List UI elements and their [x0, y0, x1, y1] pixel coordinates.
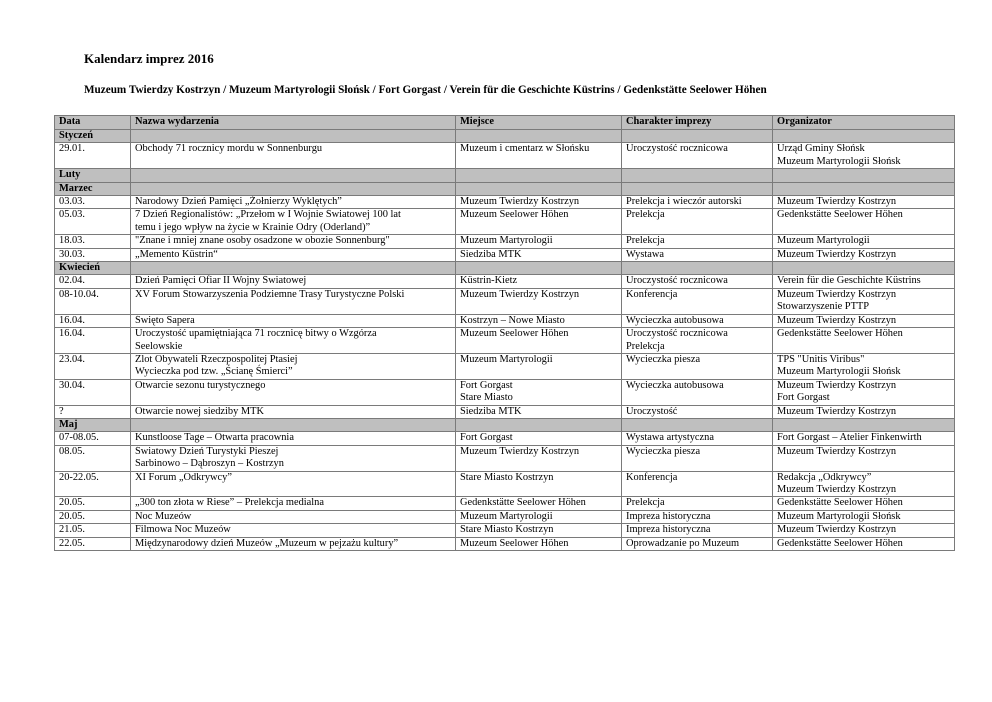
cell-event-type [622, 445, 773, 471]
cell-date: 03.03. [55, 196, 131, 209]
cell-place-line: Stare Miasto [460, 392, 513, 404]
cell-event-type-line: Wycieczka piesza [626, 353, 701, 365]
cell-organizer-line: Urząd Gminy Słońsk [777, 143, 865, 155]
cell-organizer [773, 497, 955, 510]
cell-event-type [622, 524, 773, 537]
table-row [55, 353, 955, 379]
cell-place-line: Muzeum Martyrologii [460, 510, 553, 522]
cell-organizer [773, 314, 955, 327]
cell-place [456, 510, 622, 523]
table-row [55, 143, 955, 169]
cell-event-name-line: Filmowa Noc Muzeów [135, 524, 231, 536]
cell-place [456, 405, 622, 418]
table-row [55, 196, 955, 209]
month-row-empty-cell [622, 182, 773, 195]
cell-date: 08.05. [55, 445, 131, 471]
cell-event-name-line: Święto Sapera [135, 314, 195, 326]
cell-organizer-line: Redakcja „Odkrywcy” [777, 471, 872, 483]
cell-date: 07-08.05. [55, 432, 131, 445]
cell-event-name [131, 471, 456, 497]
month-row-empty-cell [773, 169, 955, 182]
month-row-empty-cell [773, 182, 955, 195]
cell-organizer-line: Muzeum Martyrologii Słońsk [777, 155, 901, 167]
cell-event-name [131, 524, 456, 537]
cell-event-name-line: XI Forum „Odkrywcy” [135, 471, 232, 483]
cell-event-name-line: Międzynarodowy dzień Muzeów „Muzeum w pejzażu kultury” [135, 537, 399, 549]
cell-event-type [622, 328, 773, 354]
cell-organizer-line: Gedenkstätte Seelower Höhen [777, 497, 903, 509]
table-row [55, 510, 955, 523]
cell-place-line: Küstrin-Kietz [460, 275, 518, 287]
header-event-type: Charakter imprezy [622, 116, 773, 130]
cell-event-name [131, 288, 456, 314]
table-row [55, 275, 955, 288]
cell-place-line: Stare Miasto Kostrzyn [460, 471, 554, 483]
cell-place-line: Muzeum Seelower Höhen [460, 537, 569, 549]
cell-event-type [622, 379, 773, 405]
table-row [55, 537, 955, 550]
cell-date: 30.03. [55, 248, 131, 261]
month-row-empty-cell [456, 169, 622, 182]
cell-place [456, 497, 622, 510]
cell-place-line: Muzeum i cmentarz w Słońsku [460, 143, 590, 155]
cell-organizer-line: Muzeum Twierdzy Kostrzyn [777, 483, 897, 495]
month-row-empty-cell [131, 169, 456, 182]
cell-organizer-line: Stowarzyszenie PTTP [777, 301, 870, 313]
cell-organizer-line: Muzeum Twierdzy Kostrzyn [777, 524, 897, 536]
cell-place [456, 445, 622, 471]
cell-event-name-line: Otwarcie sezonu turystycznego [135, 379, 266, 391]
cell-place-line: Kostrzyn – Nowe Miasto [460, 314, 565, 326]
month-row-empty-cell [131, 182, 456, 195]
cell-organizer [773, 405, 955, 418]
cell-organizer [773, 209, 955, 235]
cell-event-name [131, 405, 456, 418]
cell-date: 08-10.04. [55, 288, 131, 314]
cell-organizer-line: Muzeum Twierdzy Kostrzyn [777, 405, 897, 417]
cell-place [456, 275, 622, 288]
cell-event-type-line: Oprowadzanie po Muzeum [626, 537, 740, 549]
cell-place-line: Fort Gorgast [460, 432, 513, 444]
cell-organizer [773, 379, 955, 405]
month-row [55, 130, 955, 143]
cell-place [456, 471, 622, 497]
cell-date: 16.04. [55, 328, 131, 354]
cell-event-name-line: Uroczystość upamiętniająca 71 rocznicę bitwy o Wzgórza [135, 328, 377, 340]
cell-event-type [622, 510, 773, 523]
cell-event-type-line: Uroczystość [626, 405, 678, 417]
cell-organizer-line: Muzeum Martyrologii Słońsk [777, 510, 901, 522]
header-event-name: Nazwa wydarzenia [131, 116, 456, 130]
cell-place [456, 235, 622, 248]
cell-date: 20.05. [55, 497, 131, 510]
cell-organizer-line: Muzeum Twierdzy Kostrzyn [777, 445, 897, 457]
cell-organizer-line: Muzeum Martyrologii [777, 235, 870, 247]
month-row-empty-cell [773, 262, 955, 275]
cell-place-line: Muzeum Martyrologii [460, 235, 553, 247]
table-header-row [55, 116, 955, 130]
table-row [55, 379, 955, 405]
cell-date: 22.05. [55, 537, 131, 550]
cell-date: 05.03. [55, 209, 131, 235]
month-label: Luty [55, 169, 131, 182]
cell-organizer [773, 235, 955, 248]
cell-event-type [622, 275, 773, 288]
cell-organizer [773, 143, 955, 169]
month-label: Marzec [55, 182, 131, 195]
cell-event-name [131, 196, 456, 209]
cell-event-type-line: Wystawa [626, 248, 665, 260]
cell-event-type-line: Wystawa artystyczna [626, 432, 714, 444]
cell-event-name-line: Obchody 71 rocznicy mordu w Sonnenburgu [135, 143, 323, 155]
cell-place [456, 196, 622, 209]
cell-date: 29.01. [55, 143, 131, 169]
month-label: Kwiecień [55, 262, 131, 275]
cell-place [456, 143, 622, 169]
cell-event-name [131, 379, 456, 405]
cell-date: 21.05. [55, 524, 131, 537]
cell-organizer-line: Gedenkstätte Seelower Höhen [777, 328, 903, 340]
cell-event-type [622, 353, 773, 379]
table-row [55, 288, 955, 314]
cell-organizer [773, 524, 955, 537]
cell-organizer-line: Gedenkstätte Seelower Höhen [777, 537, 903, 549]
table-row [55, 209, 955, 235]
month-row [55, 262, 955, 275]
cell-date: 16.04. [55, 314, 131, 327]
cell-organizer [773, 196, 955, 209]
cell-place-line: Muzeum Seelower Höhen [460, 328, 569, 340]
cell-event-type-line: Konferencja [626, 471, 678, 483]
cell-organizer-line: Gedenkstätte Seelower Höhen [777, 209, 903, 221]
cell-organizer [773, 288, 955, 314]
table-row [55, 235, 955, 248]
month-row-empty-cell [622, 418, 773, 431]
month-row-empty-cell [131, 262, 456, 275]
cell-organizer [773, 248, 955, 261]
month-row-empty-cell [456, 262, 622, 275]
cell-date: 20-22.05. [55, 471, 131, 497]
cell-event-type-line: Prelekcja [626, 235, 665, 247]
month-row-empty-cell [622, 130, 773, 143]
cell-organizer [773, 471, 955, 497]
table-row [55, 314, 955, 327]
cell-event-name-line: Zlot Obywateli Rzeczpospolitej Ptasiej [135, 353, 298, 365]
cell-date: 23.04. [55, 353, 131, 379]
month-row-empty-cell [622, 169, 773, 182]
cell-place-line: Muzeum Twierdzy Kostrzyn [460, 196, 580, 208]
cell-event-name-line: 7 Dzień Regionalistów: „Przełom w I Wojnie Światowej 100 lat [135, 209, 401, 221]
month-row [55, 169, 955, 182]
cell-event-type-line: Uroczystość rocznicowa [626, 143, 728, 155]
cell-event-type [622, 471, 773, 497]
cell-event-type-line: Wycieczka piesza [626, 445, 701, 457]
header-date: Data [55, 116, 131, 130]
cell-organizer [773, 353, 955, 379]
cell-event-type [622, 248, 773, 261]
cell-event-type-line: Impreza historyczna [626, 510, 711, 522]
cell-organizer [773, 445, 955, 471]
cell-event-type [622, 314, 773, 327]
table-row [55, 471, 955, 497]
cell-event-type [622, 196, 773, 209]
cell-event-type-line: Impreza historyczna [626, 524, 711, 536]
cell-place-line: Muzeum Twierdzy Kostrzyn [460, 445, 580, 457]
cell-event-type [622, 432, 773, 445]
table-row [55, 445, 955, 471]
cell-event-name [131, 537, 456, 550]
cell-event-name [131, 314, 456, 327]
cell-event-type [622, 235, 773, 248]
cell-event-name [131, 510, 456, 523]
cell-event-type-line: Prelekcja [626, 497, 665, 509]
cell-event-name-line: Narodowy Dzień Pamięci „Żołnierzy Wyklętych” [135, 196, 342, 208]
cell-place-line: Muzeum Martyrologii [460, 353, 553, 365]
cell-place [456, 209, 622, 235]
cell-event-type-line: Prelekcja i wieczór autorski [626, 196, 742, 208]
cell-organizer-line: Verein für die Geschichte Küstrins [777, 275, 921, 287]
month-row-empty-cell [456, 418, 622, 431]
events-table [54, 115, 955, 551]
month-label: Maj [55, 418, 131, 431]
document-subtitle: Muzeum Twierdzy Kostrzyn / Muzeum Martyrologii Słońsk / Fort Gorgast / Verein für die Geschichte Küstrins / Gedenkstätte Seelower Höhen [84, 84, 767, 96]
cell-place-line: Muzeum Twierdzy Kostrzyn [460, 288, 580, 300]
cell-event-name-line: XV Forum Stowarzyszenia Podziemne Trasy Turystyczne Polski [135, 288, 405, 300]
month-row [55, 418, 955, 431]
cell-place [456, 379, 622, 405]
cell-place-line: Stare Miasto Kostrzyn [460, 524, 554, 536]
cell-organizer-line: Muzeum Twierdzy Kostrzyn [777, 196, 897, 208]
header-organizer: Organizator [773, 116, 955, 130]
cell-date: 30.04. [55, 379, 131, 405]
month-row-empty-cell [456, 130, 622, 143]
table-row [55, 328, 955, 354]
cell-organizer-line: Muzeum Twierdzy Kostrzyn [777, 248, 897, 260]
cell-event-name-line: „300 ton złota w Riese” – Prelekcja medialna [135, 497, 324, 509]
cell-place-line: Siedziba MTK [460, 405, 522, 417]
month-row-empty-cell [456, 182, 622, 195]
cell-date: 20.05. [55, 510, 131, 523]
cell-place-line: Muzeum Seelower Höhen [460, 209, 569, 221]
cell-place-line: Fort Gorgast [460, 379, 513, 391]
cell-event-name [131, 353, 456, 379]
cell-event-type-line: Wycieczka autobusowa [626, 314, 724, 326]
table-row [55, 497, 955, 510]
cell-event-name-line: Kunstloose Tage – Otwarta pracownia [135, 432, 294, 444]
cell-event-name-line: Noc Muzeów [135, 510, 192, 522]
cell-event-type [622, 405, 773, 418]
cell-event-name-line: Dzień Pamięci Ofiar II Wojny Światowej [135, 275, 307, 287]
cell-organizer-line: Fort Gorgast [777, 392, 830, 404]
cell-event-name-line: temu i jego wpływ na życie w Krainie Odry (Oderland)” [135, 221, 371, 233]
cell-event-name [131, 143, 456, 169]
cell-event-name-line: "Znane i mniej znane osoby osadzone w obozie Sonnenburg" [135, 235, 390, 247]
cell-organizer [773, 510, 955, 523]
cell-event-type-line: Prelekcja [626, 209, 665, 221]
month-row-empty-cell [622, 262, 773, 275]
cell-event-name [131, 328, 456, 354]
table-row [55, 405, 955, 418]
cell-place [456, 524, 622, 537]
cell-event-name [131, 235, 456, 248]
cell-organizer [773, 537, 955, 550]
cell-event-name [131, 248, 456, 261]
cell-organizer-line: Fort Gorgast – Atelier Finkenwirth [777, 432, 922, 444]
cell-event-type-line: Uroczystość rocznicowa [626, 328, 728, 340]
cell-event-name-line: Otwarcie nowej siedziby MTK [135, 405, 264, 417]
cell-place [456, 288, 622, 314]
cell-event-name-line: „Memento Küstrin“ [135, 248, 218, 260]
cell-event-name-line: Wycieczka pod tzw. „Ścianę Śmierci” [135, 366, 293, 378]
cell-organizer-line: Muzeum Martyrologii Słońsk [777, 366, 901, 378]
cell-date: 18.03. [55, 235, 131, 248]
cell-event-type-line: Prelekcja [626, 340, 665, 352]
cell-organizer-line: Muzeum Twierdzy Kostrzyn [777, 379, 897, 391]
month-row-empty-cell [773, 418, 955, 431]
header-place: Miejsce [456, 116, 622, 130]
cell-event-name [131, 445, 456, 471]
cell-event-type [622, 209, 773, 235]
cell-organizer [773, 328, 955, 354]
month-row-empty-cell [131, 418, 456, 431]
cell-event-type [622, 497, 773, 510]
cell-event-type [622, 143, 773, 169]
cell-place-line: Siedziba MTK [460, 248, 522, 260]
month-row-empty-cell [131, 130, 456, 143]
cell-event-name [131, 432, 456, 445]
cell-place [456, 328, 622, 354]
month-row-empty-cell [773, 130, 955, 143]
cell-event-name [131, 209, 456, 235]
cell-event-name-line: Światowy Dzień Turystyki Pieszej [135, 445, 279, 457]
table-body [55, 130, 955, 551]
cell-event-name [131, 275, 456, 288]
cell-place [456, 353, 622, 379]
cell-organizer-line: Muzeum Twierdzy Kostrzyn [777, 288, 897, 300]
cell-event-type-line: Wycieczka autobusowa [626, 379, 724, 391]
document-title: Kalendarz imprez 2016 [84, 51, 214, 66]
cell-place [456, 537, 622, 550]
cell-event-name [131, 497, 456, 510]
cell-event-name-line: Seelowskie [135, 340, 183, 352]
cell-date: 02.04. [55, 275, 131, 288]
cell-organizer-line: TPS "Unitis Viribus" [777, 353, 865, 365]
month-row [55, 182, 955, 195]
cell-event-type [622, 537, 773, 550]
table-row [55, 524, 955, 537]
cell-place [456, 314, 622, 327]
cell-organizer [773, 275, 955, 288]
cell-event-type-line: Konferencja [626, 288, 678, 300]
cell-event-type-line: Uroczystość rocznicowa [626, 275, 728, 287]
cell-place-line: Gedenkstätte Seelower Höhen [460, 497, 586, 509]
month-label: Styczeń [55, 130, 131, 143]
cell-event-name-line: Sarbinowo – Dąbroszyn – Kostrzyn [135, 458, 284, 470]
cell-event-type [622, 288, 773, 314]
cell-place [456, 248, 622, 261]
table-row [55, 248, 955, 261]
cell-place [456, 432, 622, 445]
cell-organizer [773, 432, 955, 445]
cell-organizer-line: Muzeum Twierdzy Kostrzyn [777, 314, 897, 326]
table-row [55, 432, 955, 445]
cell-date: ? [55, 405, 131, 418]
